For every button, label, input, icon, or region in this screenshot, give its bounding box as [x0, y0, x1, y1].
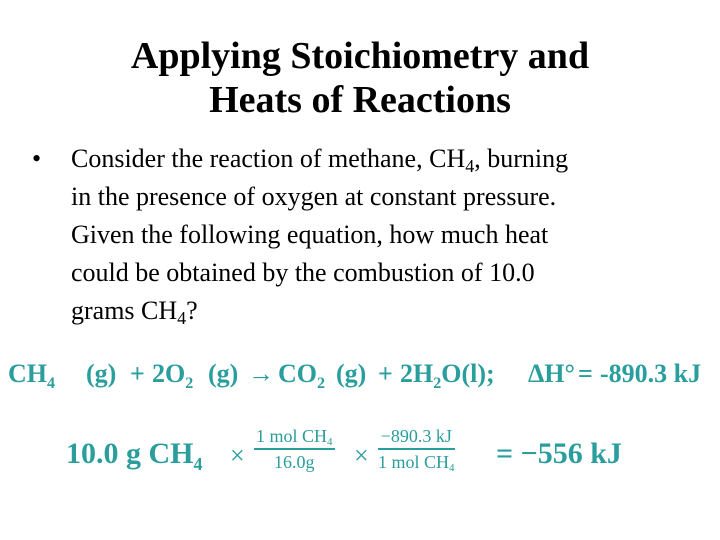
subscript: 2 — [433, 375, 442, 392]
subscript: 4 — [449, 462, 455, 474]
state-gas-2: (g) — [208, 359, 239, 388]
equals-sign: = — [578, 359, 593, 388]
result: = −556 kJ — [496, 437, 622, 470]
multiply-sign-2: × — [354, 441, 369, 470]
thermochemical-equation — [8, 356, 720, 396]
subscript: 4 — [177, 308, 187, 328]
subscript: 4 — [193, 454, 203, 474]
product-co2 — [278, 356, 325, 392]
bullet-line-1-tail: , burning — [474, 144, 569, 173]
water-formula-b: O(l); — [441, 359, 495, 388]
multiply-sign-1: × — [230, 441, 245, 470]
state-gas-3: (g) — [336, 359, 367, 388]
slide-title — [0, 34, 720, 122]
methane-formula: CH — [8, 359, 47, 388]
bullet-line-1-text: Consider the reaction of methane, CH — [71, 144, 466, 173]
bullet-symbol: • — [32, 144, 42, 173]
enthalpy-fraction — [378, 424, 455, 474]
fraction-1-numerator-text: 1 mol CH — [256, 426, 328, 446]
bullet-line-5-text: grams CH — [71, 296, 178, 325]
bullet-text — [71, 140, 711, 330]
product-water — [400, 356, 495, 392]
delta-h-symbol: ΔH° — [528, 359, 575, 388]
reactant-oxygen — [152, 356, 193, 392]
subscript: 4 — [327, 436, 333, 448]
bullet-line-3: Given the following equation, how much heat — [71, 220, 549, 249]
bullet-line-5 — [71, 292, 711, 330]
subscript: 4 — [465, 156, 475, 176]
given-mass — [66, 434, 203, 474]
subscript: 2 — [317, 375, 325, 392]
reaction-arrow: → — [248, 359, 274, 388]
fraction-1-denominator: 16.0g — [274, 452, 315, 472]
fraction-2-denominator — [378, 450, 455, 474]
plus-sign-1: + — [130, 359, 145, 388]
co2-formula: CO — [278, 359, 317, 388]
reactant-methane — [8, 356, 55, 392]
bullet-line-2: in the presence of oxygen at constant pressure. — [71, 182, 557, 211]
calculation — [0, 420, 720, 490]
subscript: 4 — [47, 375, 55, 392]
molar-mass-fraction — [254, 424, 335, 474]
oxygen-formula: 2O — [152, 359, 186, 388]
plus-sign-2: + — [378, 359, 393, 388]
fraction-1-numerator — [254, 424, 335, 450]
subscript: 2 — [185, 375, 194, 392]
fraction-2-numerator: −890.3 kJ — [378, 424, 455, 450]
bullet-line-1 — [71, 140, 711, 178]
state-gas-1: (g) — [86, 359, 117, 388]
water-formula-a: 2H — [400, 359, 434, 388]
title-line-2: Heats of Reactions — [209, 79, 511, 121]
title-line-1: Applying Stoichiometry and — [130, 35, 590, 77]
bullet-line-5-tail: ? — [186, 296, 198, 325]
enthalpy-value: -890.3 kJ — [600, 359, 702, 388]
fraction-2-denominator-text: 1 mol CH — [378, 452, 450, 472]
given-mass-text: 10.0 g CH — [66, 437, 194, 470]
bullet-line-4: could be obtained by the combustion of 10.0 — [71, 258, 535, 287]
